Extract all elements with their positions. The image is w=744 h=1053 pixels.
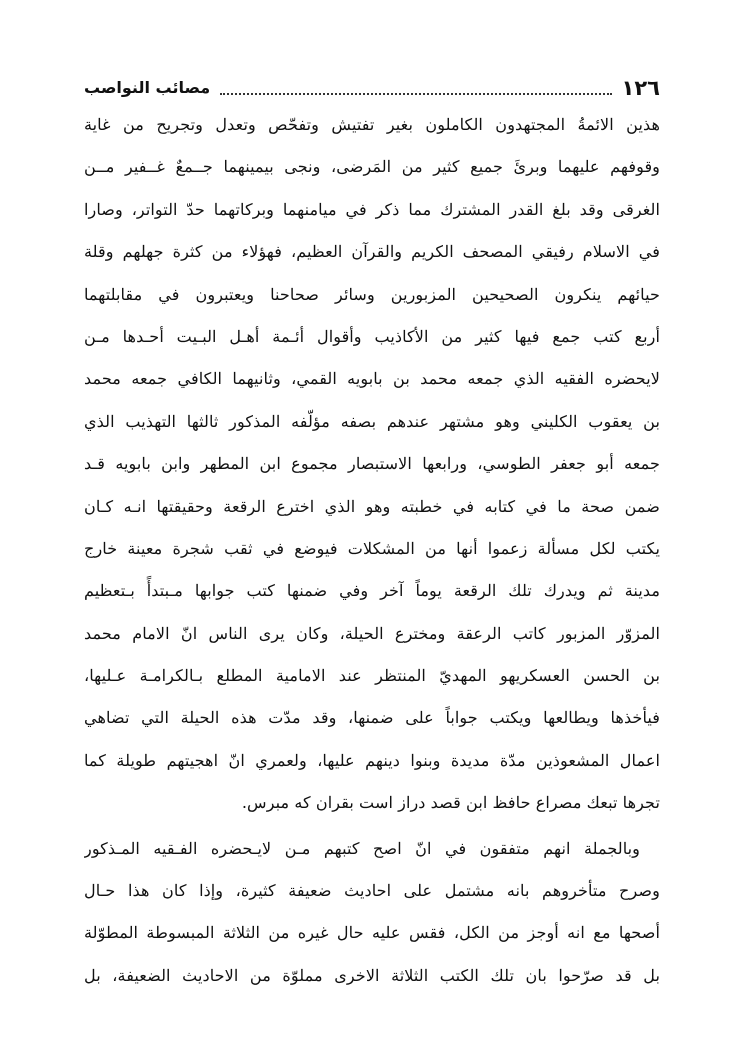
text-line: بل قد صرّحوا بان تلك الكتب الثلاثة الاخرى مملوّة من الاحاديث الضعيفة، بل (84, 965, 660, 985)
text-line: بن الحسن العسكريهو المهديّ المنتظر عند الامامية المطلع بـالكرامـة عـليها، (84, 666, 660, 686)
header-dotted-leader (220, 92, 611, 95)
text-line: المزوّر المزبور كاتب الرعقة ومخترع الحيلة، وكان يرى الناس انّ الامام محمد (84, 623, 660, 643)
text-line: حيائهم ينكرون الصحيحين المزبورين وسائر صحاحنا ويعتبرون في مقابلتهما (84, 284, 660, 304)
page-number: ١٢٦ (621, 76, 660, 100)
running-header (84, 70, 660, 100)
book-title: مصائب النواصب (84, 78, 211, 97)
text-line: مدينة ثم ويدرك تلك الرقعة يوماً آخر وفي ضمنها كتب جوابها مـبتدأً بـتعظيم (84, 581, 660, 601)
text-line: اعمال المشعوذين مدّة مديدة وبنوا دينهم عليها، ولعمري انّ اهجيتهم طويلة كما (84, 750, 660, 770)
text-line: أصحها مع انه أوجز من الكل، فقس عليه حال غيره من الثلاثة المبسوطة المطوّلة (84, 923, 660, 943)
text-line: أربع كتب جمع فيها كثير من الأكاذيب وأقوال أئـمة أهـل البـيت أحـدها مـن (84, 326, 660, 346)
text-line: وصرح متأخروهم بانه مشتمل على احاديث ضعيفة كثيرة، وإذا كان هذا حـال (84, 881, 660, 901)
paragraph-first-line: وبالجملة انهم متفقون في انّ اصح كتبهم مـن لايـحضره الفـقيه المـذكور (84, 838, 640, 858)
text-line: الغرقى وقد بلغ القدر المشترك مما ذكر في ميامنهما وبركاتهما حدّ التواتر، وصارا (84, 199, 660, 219)
text-line-last: تجرها تبعك مصراع حافظ ابن قصد دراز است بقران كه مبرس. (241, 793, 660, 813)
text-line: ضمن صحة ما في كتابه في خطبته وهو الذي اخترع الرقعة وحقيقتها انـه كـان (84, 496, 660, 516)
text-line: في الاسلام رفيقي المصحف الكريم والقرآن العظيم، فهؤلاء من كثرة جهلهم وقلة (84, 242, 660, 262)
text-line: يكتب لكل مسألة زعموا أنها من المشكلات فيوضع في ثقب شجرة معينة خارج (84, 538, 660, 558)
text-line: وقوفهم عليهما وبرئَ جميع كثير من المَرضى، ونجى بيمينهما جــمعٌ غــفير مــن (84, 157, 660, 177)
text-line: بن يعقوب الكليني وهو مشتهر عندهم بصفه مؤلّفه المذكور ثالثها التهذيب الذي (84, 411, 660, 431)
text-line: فيأخذها ويطالعها ويكتب جواباً على ضمنها، وقد مدّت هذه الحيلة التي تضاهي (84, 708, 660, 728)
text-line: جمعه أبو جعفر الطوسي، ورابعها الاستبصار مجموع ابن المطهر وابن بابويه قـد (84, 454, 660, 474)
body-text (84, 104, 660, 997)
text-line: هذين الائمةُ المجتهدون الكاملون بغير تفتيش وتفحّص وتعدل وتجريح من غاية (84, 115, 660, 134)
text-line: لايحضره الفقيه الذي جمعه محمد بن بابويه القمي، وثانيهما الكافي جمعه محمد (84, 369, 660, 389)
